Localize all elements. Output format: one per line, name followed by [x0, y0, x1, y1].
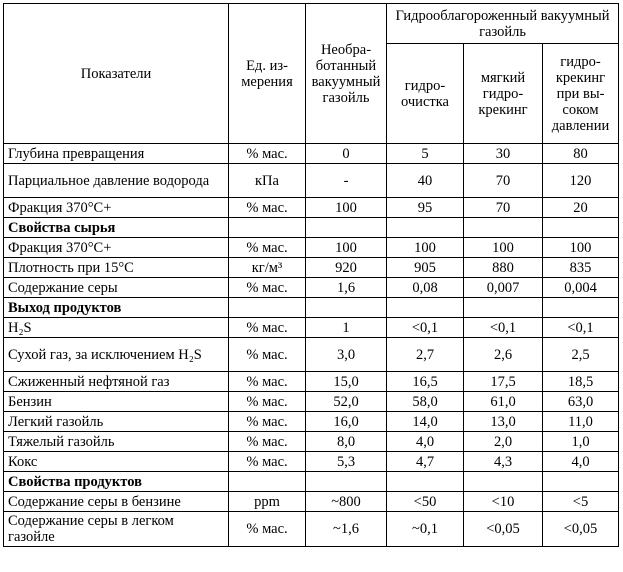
value-cell: 16,5 — [387, 372, 464, 392]
table-row — [4, 372, 619, 392]
value-cell: 17,5 — [464, 372, 543, 392]
value-cell: 80 — [543, 144, 619, 164]
row-label: Плотность при 15°С — [4, 258, 229, 278]
empty-cell — [387, 218, 464, 238]
value-cell: 920 — [306, 258, 387, 278]
value-cell: ~0,1 — [387, 512, 464, 547]
row-unit: % мас. — [229, 432, 306, 452]
empty-cell — [306, 472, 387, 492]
table-row — [4, 318, 619, 338]
section-title: Свойства сырья — [4, 218, 229, 238]
table-row — [4, 144, 619, 164]
value-cell: 15,0 — [306, 372, 387, 392]
value-cell: 0,007 — [464, 278, 543, 298]
value-cell: 16,0 — [306, 412, 387, 432]
value-cell: 1,6 — [306, 278, 387, 298]
value-cell: 4,7 — [387, 452, 464, 472]
empty-cell — [387, 472, 464, 492]
row-label: Кокс — [4, 452, 229, 472]
value-cell: <0,05 — [464, 512, 543, 547]
value-cell: 95 — [387, 198, 464, 218]
value-cell: - — [306, 164, 387, 198]
row-label: Содержание серы в бензине — [4, 492, 229, 512]
value-cell: 30 — [464, 144, 543, 164]
empty-cell — [229, 298, 306, 318]
value-cell: 70 — [464, 164, 543, 198]
value-cell: 0,004 — [543, 278, 619, 298]
table-row — [4, 338, 619, 372]
value-cell: 100 — [306, 238, 387, 258]
value-cell: 70 — [464, 198, 543, 218]
value-cell: 100 — [306, 198, 387, 218]
empty-cell — [543, 218, 619, 238]
row-unit: % мас. — [229, 338, 306, 372]
row-unit: ppm — [229, 492, 306, 512]
value-cell: 100 — [464, 238, 543, 258]
row-label: H₂S — [4, 318, 229, 338]
value-cell: 880 — [464, 258, 543, 278]
empty-cell — [229, 218, 306, 238]
value-cell: 0,08 — [387, 278, 464, 298]
section-row — [4, 298, 619, 318]
row-label: Фракция 370°С+ — [4, 198, 229, 218]
value-cell: 120 — [543, 164, 619, 198]
header-hp-hydrocracking: гидрокрекинг при высоком давлении — [543, 44, 619, 144]
header-hydro-group: Гидрооблагороженный вакуумный газойль — [387, 4, 619, 44]
value-cell: 4,0 — [387, 432, 464, 452]
table-row — [4, 432, 619, 452]
value-cell: 835 — [543, 258, 619, 278]
value-cell: <50 — [387, 492, 464, 512]
row-unit: % мас. — [229, 278, 306, 298]
row-unit: % мас. — [229, 238, 306, 258]
row-label: Сжиженный нефтяной газ — [4, 372, 229, 392]
value-cell: 2,5 — [543, 338, 619, 372]
value-cell: 4,0 — [543, 452, 619, 472]
value-cell: <0,1 — [464, 318, 543, 338]
empty-cell — [306, 218, 387, 238]
empty-cell — [543, 472, 619, 492]
row-unit: % мас. — [229, 372, 306, 392]
row-unit: кг/м³ — [229, 258, 306, 278]
value-cell: 1 — [306, 318, 387, 338]
value-cell: 3,0 — [306, 338, 387, 372]
header-hydrotreating: гидроочистка — [387, 44, 464, 144]
table-row — [4, 492, 619, 512]
section-row — [4, 472, 619, 492]
table-row — [4, 452, 619, 472]
empty-cell — [229, 472, 306, 492]
table-row — [4, 164, 619, 198]
value-cell: <10 — [464, 492, 543, 512]
empty-cell — [543, 298, 619, 318]
value-cell: 20 — [543, 198, 619, 218]
value-cell: ~1,6 — [306, 512, 387, 547]
value-cell: 18,5 — [543, 372, 619, 392]
value-cell: 63,0 — [543, 392, 619, 412]
value-cell: 905 — [387, 258, 464, 278]
value-cell: 2,6 — [464, 338, 543, 372]
empty-cell — [464, 298, 543, 318]
header-mild-hydrocracking: мягкий гидрокрекинг — [464, 44, 543, 144]
header-unit: Ед. измерения — [229, 4, 306, 144]
value-cell: 2,0 — [464, 432, 543, 452]
value-cell: 61,0 — [464, 392, 543, 412]
row-unit: % мас. — [229, 412, 306, 432]
row-label: Парциальное давление водорода — [4, 164, 229, 198]
row-label: Глубина превращения — [4, 144, 229, 164]
value-cell: 1,0 — [543, 432, 619, 452]
row-unit: % мас. — [229, 512, 306, 547]
row-label: Бензин — [4, 392, 229, 412]
empty-cell — [464, 218, 543, 238]
value-cell: <0,1 — [543, 318, 619, 338]
header-untreated: Необработанный вакуумный газойль — [306, 4, 387, 144]
table-row — [4, 238, 619, 258]
table-row — [4, 258, 619, 278]
table-row — [4, 412, 619, 432]
section-row — [4, 218, 619, 238]
value-cell: 0 — [306, 144, 387, 164]
row-unit: % мас. — [229, 452, 306, 472]
table-row — [4, 392, 619, 412]
value-cell: 5 — [387, 144, 464, 164]
header-indicators: Показатели — [4, 4, 229, 144]
value-cell: 100 — [543, 238, 619, 258]
value-cell: 14,0 — [387, 412, 464, 432]
data-table — [3, 3, 619, 547]
row-unit: % мас. — [229, 144, 306, 164]
value-cell: 52,0 — [306, 392, 387, 412]
table-row — [4, 278, 619, 298]
value-cell: 13,0 — [464, 412, 543, 432]
row-label: Содержание серы в легком газойле — [4, 512, 229, 547]
value-cell: <0,05 — [543, 512, 619, 547]
row-label: Легкий газойль — [4, 412, 229, 432]
value-cell: ~800 — [306, 492, 387, 512]
row-label: Сухой газ, за исключением H₂S — [4, 338, 229, 372]
row-unit: кПа — [229, 164, 306, 198]
section-title: Выход продуктов — [4, 298, 229, 318]
empty-cell — [306, 298, 387, 318]
value-cell: 5,3 — [306, 452, 387, 472]
section-title: Свойства продуктов — [4, 472, 229, 492]
value-cell: 4,3 — [464, 452, 543, 472]
row-label: Фракция 370°С+ — [4, 238, 229, 258]
empty-cell — [464, 472, 543, 492]
row-label: Содержание серы — [4, 278, 229, 298]
row-unit: % мас. — [229, 318, 306, 338]
value-cell: 40 — [387, 164, 464, 198]
value-cell: 2,7 — [387, 338, 464, 372]
row-label: Тяжелый газойль — [4, 432, 229, 452]
value-cell: 8,0 — [306, 432, 387, 452]
row-unit: % мас. — [229, 198, 306, 218]
value-cell: 58,0 — [387, 392, 464, 412]
row-unit: % мас. — [229, 392, 306, 412]
value-cell: 100 — [387, 238, 464, 258]
value-cell: <0,1 — [387, 318, 464, 338]
table-row — [4, 198, 619, 218]
table-row — [4, 512, 619, 547]
value-cell: 11,0 — [543, 412, 619, 432]
empty-cell — [387, 298, 464, 318]
value-cell: <5 — [543, 492, 619, 512]
